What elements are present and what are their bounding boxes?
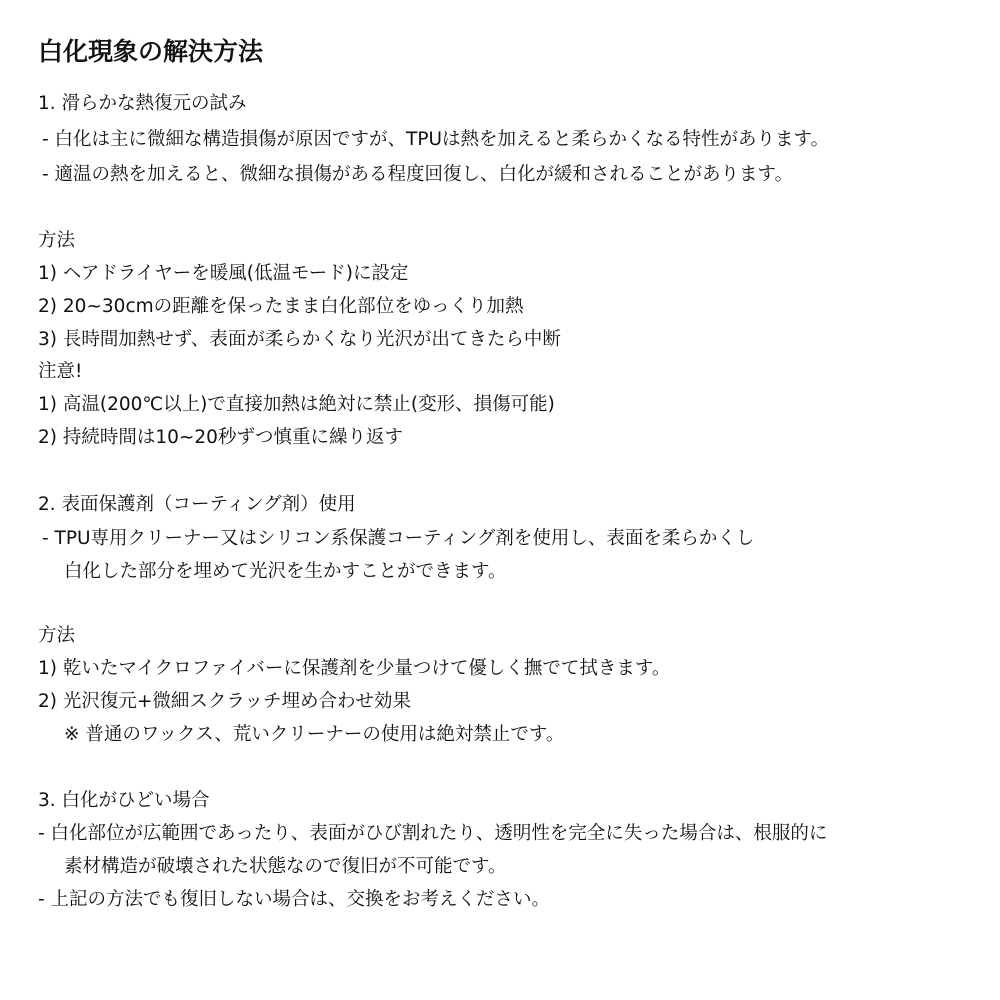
page-title: 白化現象の解決方法 — [38, 37, 264, 66]
section-3-bullet: - 白化部位が広範囲であったり、表面がひび割れたり、透明性を完全に失った場合は、根服的に — [38, 823, 828, 844]
section-1-caution: 1) 高温(200℃以上)で直接加熱は絶対に禁止(変形、損傷可能) — [38, 394, 555, 415]
section-3-heading: 3. 白化がひどい場合 — [38, 790, 210, 811]
section-1-step: 3) 長時間加熱せず、表面が柔らかくなり光沢が出てきたら中断 — [38, 329, 561, 350]
section-3-bullet-continuation: 素材構造が破壊された状態なので復旧が不可能です。 — [64, 856, 507, 877]
section-1-method-label: 方法 — [38, 230, 76, 251]
section-1-step: 1) ヘアドライヤーを暖風(低温モード)に設定 — [38, 263, 409, 284]
section-1-bullet: - 適温の熱を加えると、微細な損傷がある程度回復し、白化が緩和されることがあります。 — [42, 164, 794, 185]
section-2-step: 2) 光沢復元+微細スクラッチ埋め合わせ効果 — [38, 691, 412, 712]
section-3-bullet: - 上記の方法でも復旧しない場合は、交換をお考えください。 — [38, 889, 551, 910]
section-2-heading: 2. 表面保護剤（コーティング剤）使用 — [38, 494, 356, 515]
section-2-method-label: 方法 — [38, 625, 76, 646]
section-1-caution: 2) 持続時間は10~20秒ずつ慎重に繰り返す — [38, 427, 403, 448]
section-1-step: 2) 20~30cmの距離を保ったまま白化部位をゆっくり加熱 — [38, 296, 524, 317]
section-2-note: ※ 普通のワックス、荒いクリーナーの使用は絶対禁止です。 — [64, 724, 565, 745]
section-2-bullet: - TPU専用クリーナー又はシリコン系保護コーティング剤を使用し、表面を柔らかくし — [42, 528, 755, 549]
section-2-step: 1) 乾いたマイクロファイバーに保護剤を少量つけて優しく撫でて拭きます。 — [38, 658, 671, 679]
section-2-bullet-continuation: 白化した部分を埋めて光沢を生かすことができます。 — [64, 561, 507, 582]
section-1-heading: 1. 滑らかな熱復元の試み — [38, 93, 247, 114]
section-1-bullet: - 白化は主に微細な構造損傷が原因ですが、TPUは熱を加えると柔らかくなる特性があります。 — [42, 129, 830, 150]
section-1-caution-label: 注意! — [38, 361, 83, 382]
